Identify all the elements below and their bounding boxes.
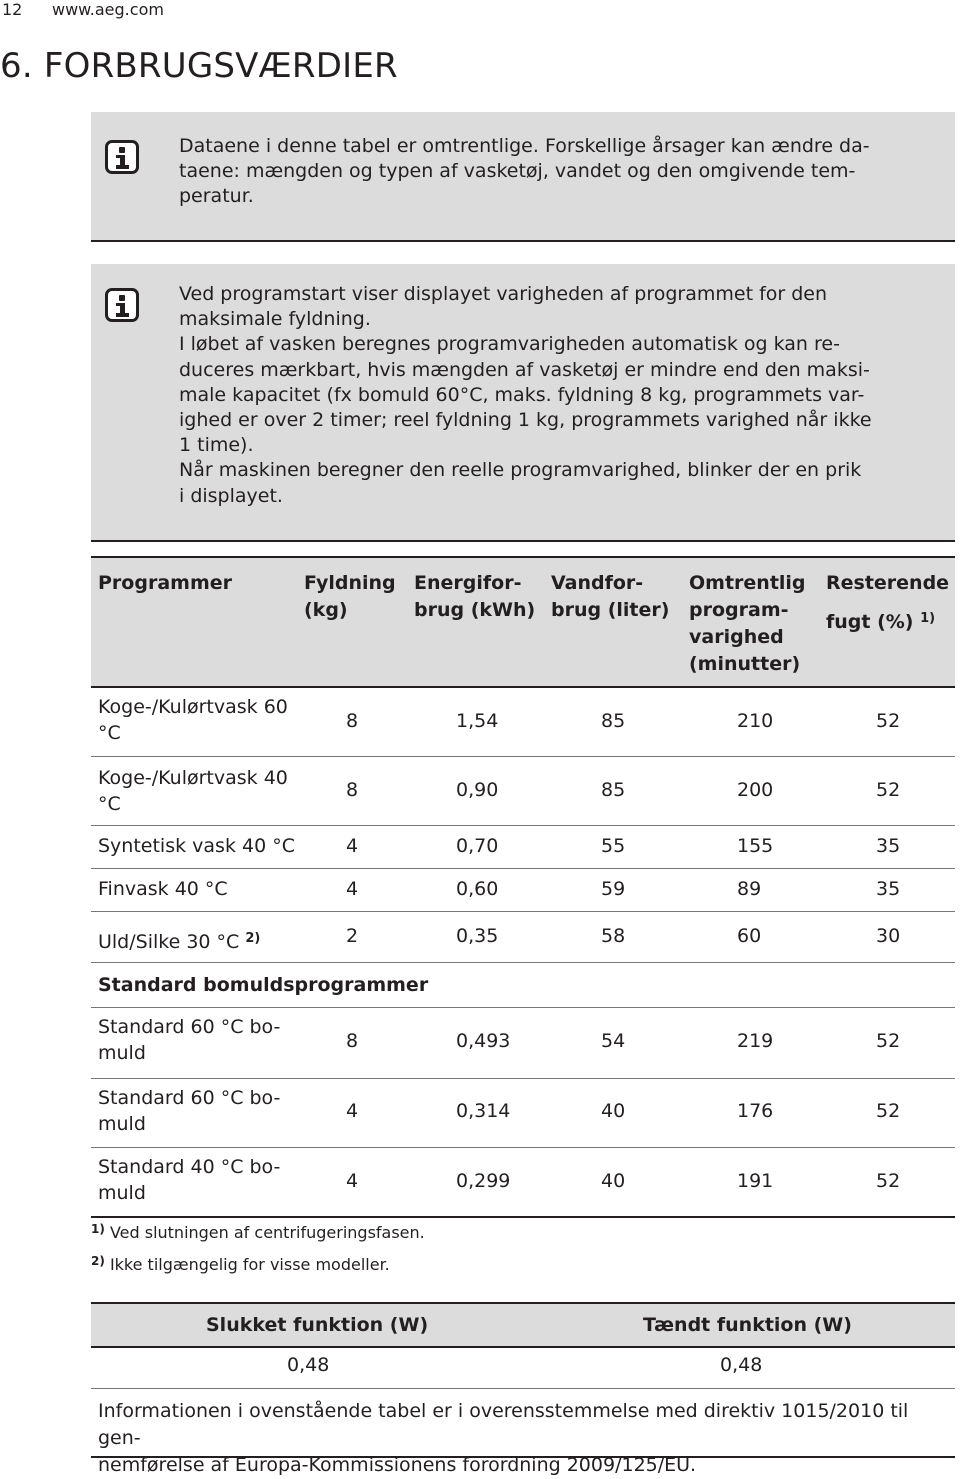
standby-table-header xyxy=(91,1302,955,1348)
cell-energi: 0,35 xyxy=(456,925,499,947)
table-row xyxy=(91,869,955,912)
table-row xyxy=(91,826,955,869)
cell-energi: 0,70 xyxy=(456,835,499,857)
note-line: maksimale fyldning. xyxy=(179,308,371,331)
cell-fugt: 35 xyxy=(876,878,901,900)
cell-fyldning: 2 xyxy=(346,925,359,947)
program-name: Standard 60 °C bo- muld xyxy=(98,1016,281,1064)
cell-fugt: 52 xyxy=(876,1100,901,1122)
cell-varighed: 191 xyxy=(737,1170,774,1192)
note-line: 1 time). xyxy=(179,434,254,457)
note-line: peratur. xyxy=(179,185,254,208)
table-row xyxy=(91,1008,955,1079)
table-row xyxy=(91,1079,955,1148)
cell-fyldning: 8 xyxy=(346,779,359,801)
cell-varighed: 89 xyxy=(737,878,762,900)
cell-fugt: 52 xyxy=(876,1170,901,1192)
info-note-2-text xyxy=(179,282,909,509)
cell-energi: 0,60 xyxy=(456,878,499,900)
cell-vand: 85 xyxy=(601,779,626,801)
cell-fugt: 30 xyxy=(876,925,901,947)
page-header xyxy=(0,0,960,22)
cell-varighed: 60 xyxy=(737,925,762,947)
col-header-resterende-fugt: Resterende fugt (%) $^{1)}$ xyxy=(826,572,950,633)
program-name: Koge-/Kulørtvask 40 °C xyxy=(98,767,288,815)
note-line: Dataene i denne tabel er omtrentlige. Forskellige årsager kan ændre da- xyxy=(179,135,870,157)
consumption-table-header xyxy=(91,556,955,688)
cell-fyldning: 4 xyxy=(346,835,359,857)
info-note-1 xyxy=(91,112,955,242)
cell-energi: 0,299 xyxy=(456,1170,511,1192)
cell-vand: 40 xyxy=(601,1170,626,1192)
table-row xyxy=(91,912,955,963)
cell-fugt: 35 xyxy=(876,835,901,857)
program-name: Uld/Silke 30 °C $^{2)}$ xyxy=(98,931,261,953)
cell-vand: 85 xyxy=(601,710,626,732)
col-header-on-mode: Tændt funktion (W) xyxy=(643,1314,852,1336)
info-icon xyxy=(105,288,139,322)
cell-energi: 0,90 xyxy=(456,779,499,801)
cell-vand: 54 xyxy=(601,1030,626,1052)
footnote: $^{2)}$ Ikke tilgængelig for visse modeller. xyxy=(91,1254,390,1274)
cell-fyldning: 8 xyxy=(346,710,359,732)
col-header-varighed: Omtrentlig program- varighed (minutter) xyxy=(689,572,806,675)
cell-fyldning: 4 xyxy=(346,878,359,900)
site-url: www.aeg.com xyxy=(52,0,164,19)
note-line: i displayet. xyxy=(179,484,283,507)
program-name: Syntetisk vask 40 °C xyxy=(98,835,295,857)
cell-varighed: 200 xyxy=(737,779,774,801)
note-line: ighed er over 2 timer; reel fyldning 1 kg, programmets varighed når ikke xyxy=(179,409,872,432)
table-section-row xyxy=(91,963,955,1008)
directive-note xyxy=(91,1388,955,1476)
info-note-1-text xyxy=(179,134,909,210)
cell-vand: 58 xyxy=(601,925,626,947)
table-row xyxy=(91,1148,955,1218)
page-number: 12 xyxy=(2,0,23,19)
cell-vand: 59 xyxy=(601,878,626,900)
cell-varighed: 219 xyxy=(737,1030,774,1052)
note-line: I løbet af vasken beregnes programvarigheden automatisk og kan re- xyxy=(179,333,840,356)
cell-fyldning: 4 xyxy=(346,1170,359,1192)
section-label: Standard bomuldsprogrammer xyxy=(98,974,429,996)
col-header-vandforbrug: Vandfor- brug (liter) xyxy=(551,572,670,621)
info-icon xyxy=(105,140,139,174)
footnote: $^{1)}$ Ved slutningen af centrifugeringsfasen. xyxy=(91,1222,425,1242)
table-row xyxy=(91,686,955,757)
cell-vand: 55 xyxy=(601,835,626,857)
program-name: Koge-/Kulørtvask 60 °C xyxy=(98,696,288,744)
col-header-energiforbrug: Energifor- brug (kWh) xyxy=(414,572,536,621)
info-note-2 xyxy=(91,264,955,542)
note-line: taene: mængden og typen af vasketøj, vandet og den omgivende tem- xyxy=(179,160,856,183)
cell-varighed: 210 xyxy=(737,710,774,732)
cell-fyldning: 8 xyxy=(346,1030,359,1052)
cell-fyldning: 4 xyxy=(346,1100,359,1122)
note-line: male kapacitet (fx bomuld 60°C, maks. fyldning 8 kg, programmets var- xyxy=(179,383,865,406)
note-line: Informationen i ovenstående tabel er i overensstemmelse med direktiv 1015/2010 til gen- xyxy=(98,1400,909,1449)
table-row xyxy=(91,1346,955,1389)
program-name: Standard 60 °C bo- muld xyxy=(98,1087,281,1135)
cell-vand: 40 xyxy=(601,1100,626,1122)
col-header-off-mode: Slukket funktion (W) xyxy=(206,1314,429,1336)
program-name: Finvask 40 °C xyxy=(98,878,228,900)
col-header-fyldning: Fyldning (kg) xyxy=(304,572,396,621)
cell-energi: 1,54 xyxy=(456,710,499,732)
program-name: Standard 40 °C bo- muld xyxy=(98,1156,281,1204)
note-line: nemførelse af Europa-Kommissionens forordning 2009/125/EU. xyxy=(98,1454,697,1476)
note-line: Når maskinen beregner den reelle programvarighed, blinker der en prik xyxy=(179,459,862,482)
section-title: 6. FORBRUGSVÆRDIER xyxy=(0,46,398,86)
cell-off-mode: 0,48 xyxy=(287,1354,330,1376)
cell-fugt: 52 xyxy=(876,779,901,801)
cell-energi: 0,314 xyxy=(456,1100,511,1122)
table-row xyxy=(91,757,955,826)
cell-varighed: 176 xyxy=(737,1100,774,1122)
cell-energi: 0,493 xyxy=(456,1030,511,1052)
note-line: duceres mærkbart, hvis mængden af vasketøj er mindre end den maksi- xyxy=(179,358,870,381)
cell-fugt: 52 xyxy=(876,710,901,732)
cell-fugt: 52 xyxy=(876,1030,901,1052)
note-line: Ved programstart viser displayet varigheden af programmet for den xyxy=(179,283,828,305)
col-header-programmer: Programmer xyxy=(98,572,232,594)
cell-varighed: 155 xyxy=(737,835,774,857)
cell-on-mode: 0,48 xyxy=(720,1354,763,1376)
